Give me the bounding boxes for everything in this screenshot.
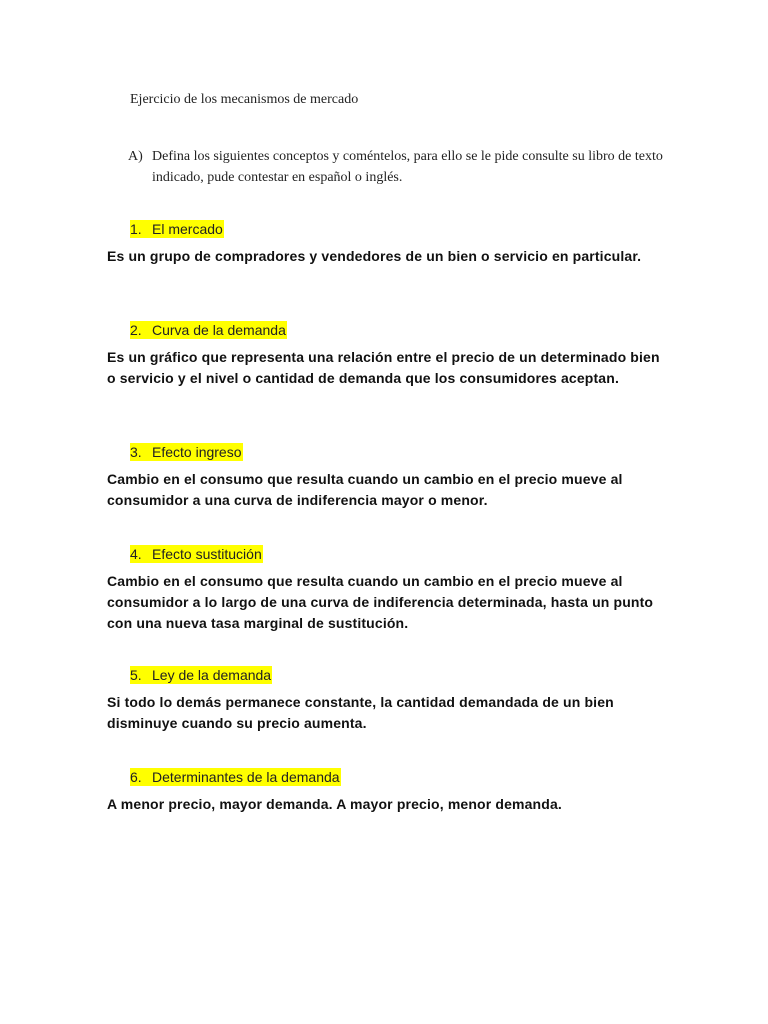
concept-number: 6. <box>130 769 142 785</box>
instruction-marker: A) <box>128 149 143 164</box>
concept-heading <box>130 443 243 461</box>
document-title: Ejercicio de los mecanismos de mercado <box>130 92 359 107</box>
concept-title: Determinantes de la demanda <box>152 769 340 785</box>
concept-number: 3. <box>130 444 142 460</box>
concept-heading <box>130 666 272 684</box>
concept-answer: Es un grupo de compradores y vendedores de un bien o servicio en particular. <box>107 248 642 264</box>
concept-title: El mercado <box>152 221 223 237</box>
concept-answer: Es un gráfico que representa una relación entre el precio de un determinado bien o servicio y el nivel o cantidad de demanda que los consumidores aceptan. <box>107 349 660 386</box>
concept-heading <box>130 768 341 786</box>
concept-heading <box>130 220 224 238</box>
concept-title: Efecto ingreso <box>152 444 242 460</box>
concept-number: 2. <box>130 322 142 338</box>
instruction-item <box>128 146 668 188</box>
concept-answer: Cambio en el consumo que resulta cuando un cambio en el precio mueve al consumidor a lo largo de una curva de indiferencia determinada, hasta un punto con una nueva tasa marginal de sustitución. <box>107 573 654 631</box>
concept-answer: Si todo lo demás permanece constante, la cantidad demandada de un bien disminuye cuando su precio aumenta. <box>107 694 614 731</box>
concept-number: 4. <box>130 546 142 562</box>
concept-title: Ley de la demanda <box>152 667 272 683</box>
concept-answer: A menor precio, mayor demanda. A mayor precio, menor demanda. <box>107 796 562 812</box>
instruction-text: Defina los siguientes conceptos y coméntelos, para ello se le pide consulte su libro de texto indicado, pude contestar en español o inglés. <box>152 149 663 185</box>
concept-number: 1. <box>130 221 142 237</box>
concept-title: Efecto sustitución <box>152 546 262 562</box>
concept-answer: Cambio en el consumo que resulta cuando un cambio en el precio mueve al consumidor a una curva de indiferencia mayor o menor. <box>107 471 623 508</box>
concept-number: 5. <box>130 667 142 683</box>
concept-heading <box>130 321 287 339</box>
concept-title: Curva de la demanda <box>152 322 286 338</box>
concept-heading <box>130 545 263 563</box>
